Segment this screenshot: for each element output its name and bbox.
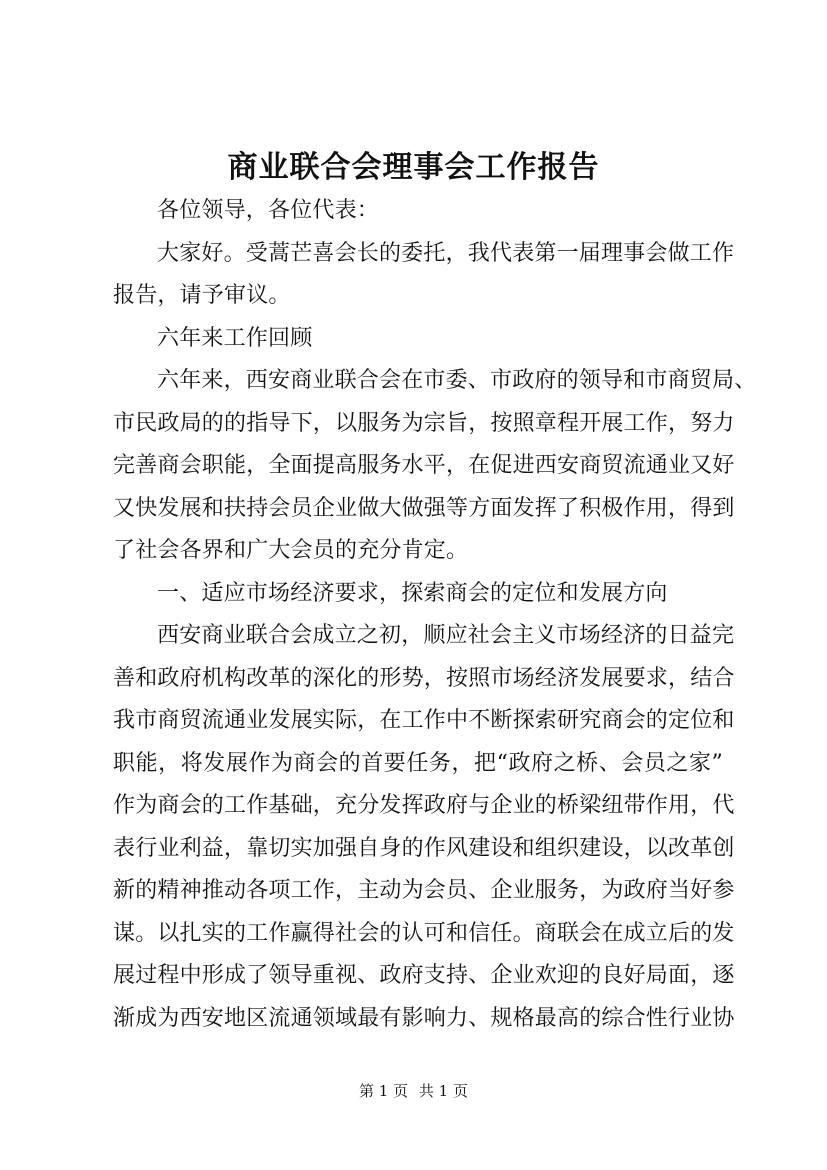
paragraph-line: 六年来，西安商业联合会在市委、市政府的领导和市商贸局、 <box>157 368 757 393</box>
paragraph-line: 作为商会的工作基础，充分发挥政府与企业的桥梁纽带作用，代 <box>113 793 735 818</box>
document-body <box>113 190 757 1040</box>
section-heading: 一、适应市场经济要求，探索商会的定位和发展方向 <box>157 580 668 606</box>
paragraph-line: 报告，请予审议。 <box>113 283 291 308</box>
paragraph-line: 大家好。受蒿芒喜会长的委托，我代表第一届理事会做工作 <box>157 240 735 266</box>
paragraph-line: 了社会各界和广大会员的充分肯定。 <box>113 538 469 563</box>
paragraph-line: 谋。以扎实的工作赢得社会的认可和信任。商联会在成立后的发 <box>113 920 735 946</box>
document-title: 商业联合会理事会工作报告 <box>227 150 600 185</box>
paragraph-line: 善和政府机构改革的深化的形势，按照市场经济发展要求，结合 <box>113 665 735 691</box>
paragraph-line: 市民政局的的指导下，以服务为宗旨，按照章程开展工作，努力 <box>113 410 735 436</box>
page-footer <box>0 1081 827 1101</box>
paragraph-line: 表行业利益，靠切实加强自身的作风建设和组织建设，以改革创 <box>113 835 735 861</box>
paragraph-line: 职能，将发展作为商会的首要任务，把“政府之桥、会员之家” <box>113 750 723 776</box>
paragraph-line: 渐成为西安地区流通领域最有影响力、规格最高的综合性行业协 <box>113 1005 735 1031</box>
paragraph-line: 新的精神推动各项工作，主动为会员、企业服务，为政府当好参 <box>113 878 735 903</box>
salutation-line: 各位领导，各位代表： <box>157 198 380 223</box>
section-heading: 六年来工作回顾 <box>157 325 313 351</box>
paragraph-line: 完善商会职能，全面提高服务水平，在促进西安商贸流通业又好 <box>113 453 735 478</box>
total-pages: 共 1 页 <box>418 1082 468 1100</box>
paragraph-line: 展过程中形成了领导重视、政府支持、企业欢迎的良好局面，逐 <box>113 963 735 988</box>
paragraph-line: 西安商业联合会成立之初，顺应社会主义市场经济的日益完 <box>157 623 735 648</box>
page-number: 第 1 页 <box>359 1082 409 1100</box>
paragraph-line: 又快发展和扶持会员企业做大做强等方面发挥了积极作用，得到 <box>113 495 735 521</box>
paragraph-line: 我市商贸流通业发展实际，在工作中不断探索研究商会的定位和 <box>113 708 735 733</box>
